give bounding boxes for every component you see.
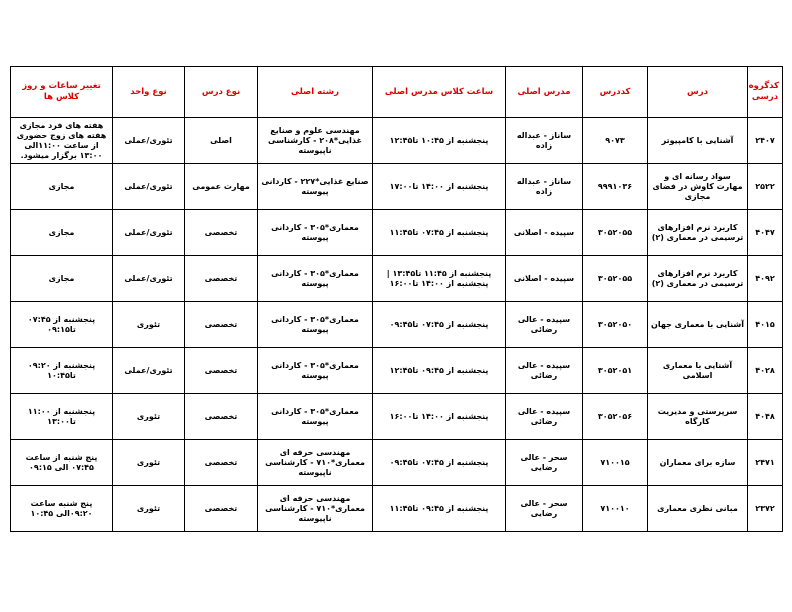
- header-row: [11, 67, 783, 118]
- course-type-cell: مهارت عمومی: [185, 164, 258, 210]
- course-code-cell: ۳۰۵۲۰۵۵: [583, 256, 648, 302]
- table-body: [11, 118, 783, 532]
- field-cell: معماری*۳۰۵ - کاردانی پیوسته: [258, 256, 373, 302]
- group-cell: ۴۰۲۸: [748, 348, 783, 394]
- course-cell: آشنایی با معماری اسلامی: [648, 348, 748, 394]
- field-cell: معماری*۳۰۵ - کاردانی پیوسته: [258, 394, 373, 440]
- header-unit-type: نوع واحد: [113, 67, 185, 118]
- schedule-change-cell: مجازی: [11, 256, 113, 302]
- field-cell: مهندسی حرفه ای معماری*۷۱۰ - کارشناسی ناپیوسته: [258, 440, 373, 486]
- field-cell: معماری*۳۰۵ - کاردانی پیوسته: [258, 210, 373, 256]
- unit-type-cell: تئوری: [113, 486, 185, 532]
- table-row: [11, 302, 783, 348]
- course-code-cell: ۹۹۹۱۰۳۶: [583, 164, 648, 210]
- group-cell: ۴۰۱۵: [748, 302, 783, 348]
- schedule-change-cell: مجازی: [11, 210, 113, 256]
- course-cell: کاربرد نرم افزارهای ترسیمی در معماری (۲): [648, 210, 748, 256]
- schedule-change-cell: پنج شنبه از ساعت ۰۷:۴۵ الی ۰۹:۱۵: [11, 440, 113, 486]
- class-time-cell: پنجشنبه از ۱۴:۰۰ تا۱۷:۰۰: [373, 164, 506, 210]
- course-code-cell: ۹۰۷۳: [583, 118, 648, 164]
- group-cell: ۲۵۲۲: [748, 164, 783, 210]
- course-type-cell: تخصصی: [185, 302, 258, 348]
- table-row: [11, 394, 783, 440]
- group-cell: ۴۰۴۷: [748, 210, 783, 256]
- course-code-cell: ۳۰۵۲۰۵۱: [583, 348, 648, 394]
- class-time-cell: پنجشنبه از ۰۹:۴۵ تا۱۲:۴۵: [373, 348, 506, 394]
- schedule-change-cell: هفته های فرد مجازی هفته های زوج حضوری از ساعت ۱۱:۰۰الی ۱۳:۰۰ برگزار میشود.: [11, 118, 113, 164]
- teacher-cell: سپیده - عالی رضائی: [506, 348, 583, 394]
- teacher-cell: ساناز - عبداله زاده: [506, 118, 583, 164]
- table-row: [11, 256, 783, 302]
- class-time-cell: پنجشنبه از ۰۷:۴۵ تا۱۱:۴۵: [373, 210, 506, 256]
- course-type-cell: تخصصی: [185, 440, 258, 486]
- course-code-cell: ۳۰۵۲۰۵۰: [583, 302, 648, 348]
- course-type-cell: تخصصی: [185, 210, 258, 256]
- unit-type-cell: تئوری: [113, 440, 185, 486]
- unit-type-cell: تئوری/عملی: [113, 210, 185, 256]
- group-cell: ۲۴۰۷: [748, 118, 783, 164]
- course-type-cell: اصلی: [185, 118, 258, 164]
- header-field: رشته اصلی: [258, 67, 373, 118]
- schedule-table: [10, 66, 783, 532]
- course-cell: کاربرد نرم افزارهای ترسیمی در معماری (۲): [648, 256, 748, 302]
- unit-type-cell: تئوری/عملی: [113, 256, 185, 302]
- schedule-change-cell: مجازی: [11, 164, 113, 210]
- schedule-change-cell: پنجشنبه از ۰۷:۴۵ تا۰۹:۱۵: [11, 302, 113, 348]
- teacher-cell: سحر - عالی رضایی: [506, 486, 583, 532]
- teacher-cell: ساناز - عبداله زاده: [506, 164, 583, 210]
- table-row: [11, 210, 783, 256]
- course-code-cell: ۳۰۵۲۰۵۶: [583, 394, 648, 440]
- teacher-cell: سپیده - اصلانی: [506, 210, 583, 256]
- course-cell: سواد رسانه ای و مهارت کاوش در فضای مجازی: [648, 164, 748, 210]
- group-cell: ۴۰۴۸: [748, 394, 783, 440]
- class-time-cell: پنجشنبه از ۰۷:۴۵ تا۰۹:۴۵: [373, 302, 506, 348]
- header-teacher: مدرس اصلی: [506, 67, 583, 118]
- header-code: کددرس: [583, 67, 648, 118]
- unit-type-cell: تئوری: [113, 394, 185, 440]
- course-code-cell: ۷۱۰۰۱۵: [583, 440, 648, 486]
- field-cell: مهندسی حرفه ای معماری*۷۱۰ - کارشناسی ناپیوسته: [258, 486, 373, 532]
- header-course: درس: [648, 67, 748, 118]
- table-row: [11, 164, 783, 210]
- field-cell: معماری*۳۰۵ - کاردانی پیوسته: [258, 348, 373, 394]
- schedule-change-cell: پنجشنبه از ۱۱:۰۰ تا۱۳:۰۰: [11, 394, 113, 440]
- unit-type-cell: تئوری/عملی: [113, 118, 185, 164]
- class-time-cell: پنجشنبه از ۱۰:۴۵ تا۱۲:۴۵: [373, 118, 506, 164]
- teacher-cell: سپیده - عالی رضائی: [506, 302, 583, 348]
- table-row: [11, 348, 783, 394]
- class-time-cell: پنجشنبه از ۰۹:۴۵ تا۱۱:۴۵: [373, 486, 506, 532]
- table-row: [11, 486, 783, 532]
- header-schedule-change: تغییر ساعات و روز کلاس ها: [11, 67, 113, 118]
- table-row: [11, 118, 783, 164]
- class-time-cell: پنجشنبه از ۱۴:۰۰ تا۱۶:۰۰: [373, 394, 506, 440]
- unit-type-cell: تئوری/عملی: [113, 348, 185, 394]
- unit-type-cell: تئوری: [113, 302, 185, 348]
- field-cell: مهندسی علوم و صنایع غذایی*۲۰۸ - کارشناسی ناپیوسته: [258, 118, 373, 164]
- schedule-change-cell: پنجشنبه از ۰۹:۲۰ تا۱۰:۴۵: [11, 348, 113, 394]
- course-code-cell: ۳۰۵۲۰۵۵: [583, 210, 648, 256]
- group-cell: ۲۴۷۱: [748, 440, 783, 486]
- course-type-cell: تخصصی: [185, 394, 258, 440]
- header-group: کدگروه درسی: [748, 67, 783, 118]
- course-cell: آشنایی با کامپیوتر: [648, 118, 748, 164]
- teacher-cell: سپیده - اصلانی: [506, 256, 583, 302]
- field-cell: صنایع غذایی*۲۲۷ - کاردانی پیوسته: [258, 164, 373, 210]
- unit-type-cell: تئوری/عملی: [113, 164, 185, 210]
- course-type-cell: تخصصی: [185, 348, 258, 394]
- header-time: ساعت کلاس مدرس اصلی: [373, 67, 506, 118]
- schedule-change-cell: پنج شنبه ساعت ۰۹:۲۰الی ۱۰:۴۵: [11, 486, 113, 532]
- table-row: [11, 440, 783, 486]
- group-cell: ۴۰۹۲: [748, 256, 783, 302]
- course-type-cell: تخصصی: [185, 256, 258, 302]
- course-code-cell: ۷۱۰۰۱۰: [583, 486, 648, 532]
- teacher-cell: سحر - عالی رضایی: [506, 440, 583, 486]
- course-cell: آشنایی با معماری جهان: [648, 302, 748, 348]
- course-cell: سرپرستی و مدیریت کارگاه: [648, 394, 748, 440]
- class-time-cell: پنجشنبه از ۱۱:۴۵ تا۱۳:۴۵ | پنجشنبه از ۱۴:۰۰ تا۱۶:۰۰: [373, 256, 506, 302]
- course-type-cell: تخصصی: [185, 486, 258, 532]
- class-time-cell: پنجشنبه از ۰۷:۴۵ تا۰۹:۴۵: [373, 440, 506, 486]
- field-cell: معماری*۳۰۵ - کاردانی پیوسته: [258, 302, 373, 348]
- course-cell: مبانی نظری معماری: [648, 486, 748, 532]
- group-cell: ۲۳۷۲: [748, 486, 783, 532]
- course-cell: سازه برای معماران: [648, 440, 748, 486]
- header-course-type: نوع درس: [185, 67, 258, 118]
- teacher-cell: سپیده - عالی رضائی: [506, 394, 583, 440]
